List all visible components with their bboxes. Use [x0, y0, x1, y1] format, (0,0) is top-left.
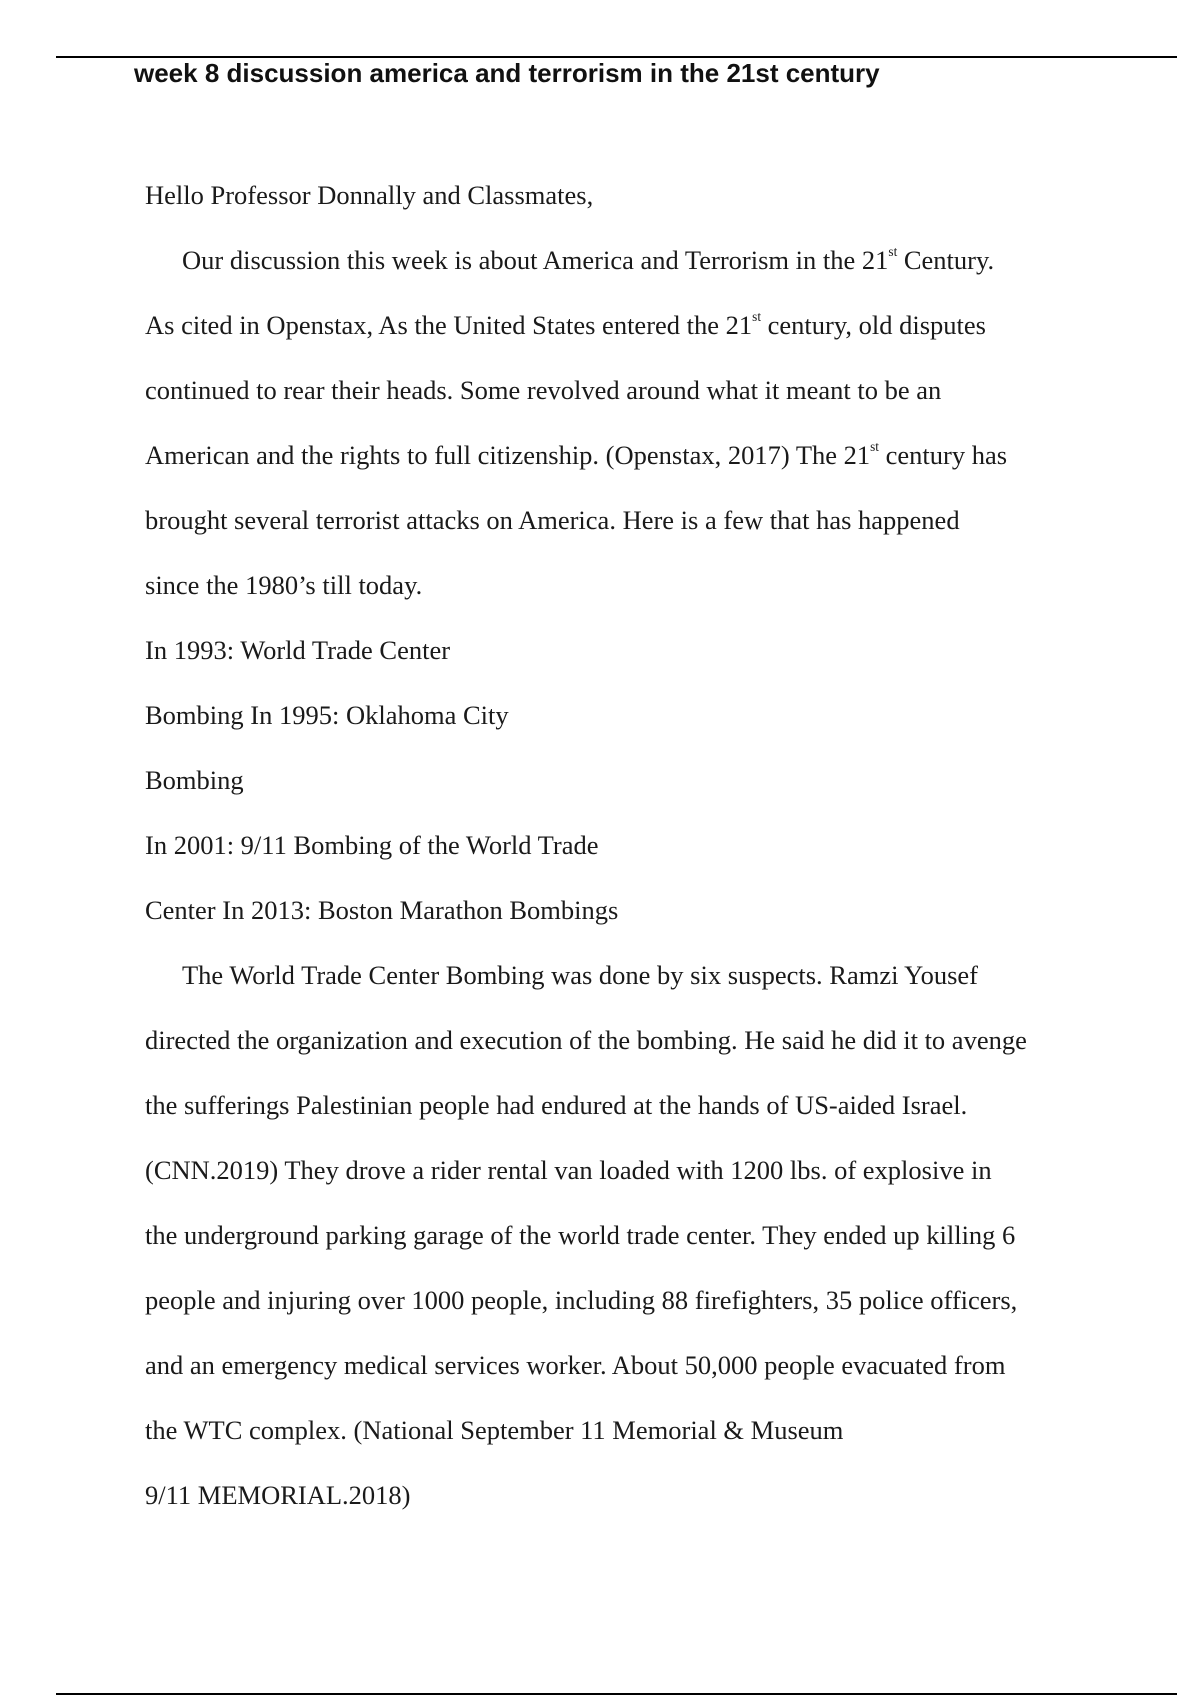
ordinal-suffix: st — [888, 244, 898, 260]
paragraph-2-line: directed the organization and execution of the bombing. He said he did it to avenge — [145, 1025, 1027, 1055]
paragraph-2-line: and an emergency medical services worker. About 50,000 people evacuated from — [145, 1350, 1006, 1380]
ordinal-suffix: st — [870, 439, 879, 455]
document-title: week 8 discussion america and terrorism in the 21st century — [134, 58, 880, 88]
attack-list-item: In 2001: 9/11 Bombing of the World Trade — [145, 830, 599, 860]
paragraph-2-line: people and injuring over 1000 people, including 88 firefighters, 35 police officers, — [145, 1285, 1018, 1315]
paragraph-1-line-4: American and the rights to full citizenship. (Openstax, 2017) The 21st century has — [145, 439, 1008, 470]
paragraph-1-line-2: As cited in Openstax, As the United States entered the 21st century, old disputes — [145, 309, 986, 340]
paragraph-2-line: 9/11 MEMORIAL.2018) — [145, 1480, 411, 1510]
attack-list-item: Bombing In 1995: Oklahoma City — [145, 700, 509, 730]
attack-list-item: In 1993: World Trade Center — [145, 635, 451, 665]
paragraph-1-line-3: continued to rear their heads. Some revolved around what it meant to be an — [145, 375, 942, 405]
attack-list-item: Center In 2013: Boston Marathon Bombings — [145, 895, 619, 925]
paragraph-2-line: (CNN.2019) They drove a rider rental van loaded with 1200 lbs. of explosive in — [145, 1155, 992, 1185]
paragraph-2-line: the underground parking garage of the world trade center. They ended up killing 6 — [145, 1220, 1016, 1250]
greeting-line: Hello Professor Donnally and Classmates, — [145, 180, 594, 210]
ordinal-suffix: st — [752, 309, 762, 325]
paragraph-1-line-5: brought several terrorist attacks on America. Here is a few that has happened — [145, 505, 960, 535]
paragraph-2-line: the sufferings Palestinian people had endured at the hands of US-aided Israel. — [145, 1090, 968, 1120]
paragraph-2-line: the WTC complex. (National September 11 Memorial & Museum — [145, 1415, 844, 1445]
bottom-divider — [56, 1693, 1177, 1695]
paragraph-1-line-6: since the 1980’s till today. — [145, 570, 423, 600]
paragraph-2-line: The World Trade Center Bombing was done by six suspects. Ramzi Yousef — [182, 960, 979, 990]
paragraph-1-line-1: Our discussion this week is about America and Terrorism in the 21st Century. — [182, 244, 995, 275]
document-body — [145, 163, 1085, 1528]
attack-list-item: Bombing — [145, 765, 244, 795]
